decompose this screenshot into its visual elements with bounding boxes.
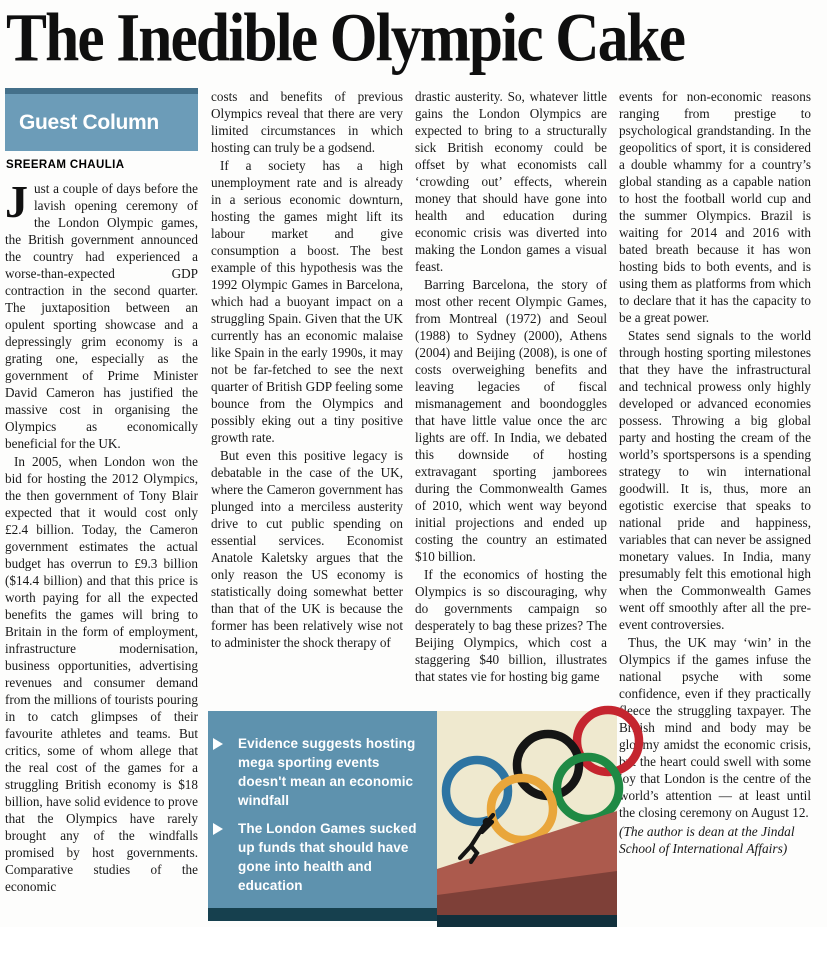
guest-column-badge [5,88,198,151]
article-paragraph [5,175,198,452]
bullet-arrow-icon [213,823,223,835]
badge-box [5,94,198,151]
bullet-text: Evidence suggests hosting mega sporting events doesn't mean an economic windfall [238,736,416,808]
olympic-rings-illustration [437,711,617,927]
article-column-2 [211,88,403,704]
article-paragraph: costs and benefits of previous Olympics reveal that there are very limited circumstances in which hosting can truly be a godsend. [211,89,403,155]
author-byline: SREERAM CHAULIA [6,159,125,171]
article-paragraph: Barring Barcelona, the story of most other recent Olympic Games, from Montreal (1972) and Seoul (1988) to Sydney (2000), Athens (2004) and Beijing (2008), is one of costs overweighing benefits and leaving legacies of fiscal mismanagement and boondoggles that have little value once the arc lights are off. In India, we debated this downside of hosting extravagant sporting jamborees during the Commonwealth Games of 2010, which went way beyond initial projections and ended up costing the country an estimated $10 billion. [415,277,607,564]
article-column-3 [415,88,607,704]
bullet-arrow-icon [213,738,223,750]
summary-callout-box [208,711,437,959]
olympic-rings-svg [437,711,617,927]
bullet-text: The London Games sucked up funds that should have gone into health and education [238,821,417,893]
bullet-text: events to try and announce their big-power aspirations [238,925,417,959]
author-note: (The author is dean at the Jindal School of International Affairs) [619,824,795,856]
illustration-bottom-strip [437,915,617,927]
article-paragraph: In 2005, when London won the bid for hosting the 2012 Olympics, the then government of Tony Blair expected that it would cost only £2.4 billion. Today, the Cameron government estimates the actual budget has overrun to £9.3 billion ($14.4 billion) and that this price is worth paying for all the expected benefits the games will bring to Britain in the form of employment, infrastructure modernisation, business opportunities, advertising revenues and consumer demand from the millions of tourists pouring in to catch glimpses of their favourite athletes and teams. But critics, some of whom allege that the real cost of the games for a struggling British economy is $18 billion, have solid evidence to prove that the Olympics have rarely brought any of the windfalls promised by host governments. Comparative studies of the economic [5,453,198,894]
article-paragraph: drastic austerity. So, whatever little gains the London Olympics are expected to bring to a structurally sick British economy could be offset by what economists call ‘crowding out’ effects, wherein money that should have gone into health and education during economic crisis was diverted into making the London games a visual feast. [415,89,607,274]
article-paragraph: But even this positive legacy is debatable in the case of the UK, where the Cameron government has plunged into a merciless austerity drive to cut public spending on essential services. Economist Anatole Kaletsky argues that the only reason the US economy is statistically doing somewhat better than that of the UK is because the former has been relatively wise not to administer the shock therapy of [211,448,403,650]
article-paragraph: If a society has a high unemployment rate and is already in a serious economic downturn, hosting the games might lift its labour market and give consumption a boost. The best example of this hypothesis was the 1992 Olympic Games in Barcelona, which had a buoyant impact on a struggling Spain. Given that the UK currently has an economic malaise like Spain in the early 1990s, it may not be far-fetched to see the next quarter of British GDP feeling some bounce from the Olympics and possibly eking out a tiny positive growth rate. [211,158,403,445]
article-paragraph: If the economics of hosting the Olympics is so discouraging, why do governments campaign so desperately to bag these prizes? The Beijing Olympics, which cost a staggering $40 billion, illustrates that states vie for hosting big game [415,567,607,684]
callout-bullet-item [208,734,429,810]
article-paragraph: States send signals to the world through hosting sporting milestones that they have the infrastructural and technical prowess only highly developed or advanced economies possess. Throwing a big global party and hosting the cream of the world’s sportspersons is a spending strategy to win international goodwill. It is, thus, more an egotistic exercise that speaks to national pride and happiness, variables that can never be assigned monetary values. In India, many presumably felt this emotional high when the Commonwealth Games went off smoothly after all the pre-event controversies. [619,328,811,632]
paragraph-text: ust a couple of days before the lavish opening ceremony of the London Olympic games, the British government announced the country had experienced a worse-than-expected GDP contraction in the second quarter. The juxtaposition between an opulent sporting showcase and a depressingly grim economy is a grating one, especially as the government of Prime Minister David Cameron has justified the massive cost in organising the Olympics as economically beneficial for the UK. [5,180,198,451]
article-paragraph: Thus, the UK may ‘win’ in the Olympics if the games infuse the national psyche with some confidence, even if they practically fleece the struggling taxpayer. The British mind and body may be gloomy amidst the economic crisis, but the heart could swell with some joy that London is the centre of the world’s attention — at least until the closing ceremony on August 12. [619,635,811,820]
callout-bottom-strip [208,908,437,921]
callout-bullet-item [208,819,429,895]
article-headline: The Inedible Olympic Cake [6,0,685,77]
kicker-label: Guest Column [19,111,159,134]
article-paragraph: events for non-economic reasons ranging from prestige to psychological grandstanding. In the geopolitics of sport, it is considered a double whammy for a country’s global standing as a capable nation to host the football world cup and the summer Olympics. Brazil is waiting for 2014 and 2016 with bated breath because it has won hosting bids to both events, and is using them as platforms from which to declare that it has the capacity to be a great power. [619,89,811,325]
drop-cap: J [5,175,28,227]
article-column-1 [5,88,198,927]
article-column-4 [619,88,811,927]
